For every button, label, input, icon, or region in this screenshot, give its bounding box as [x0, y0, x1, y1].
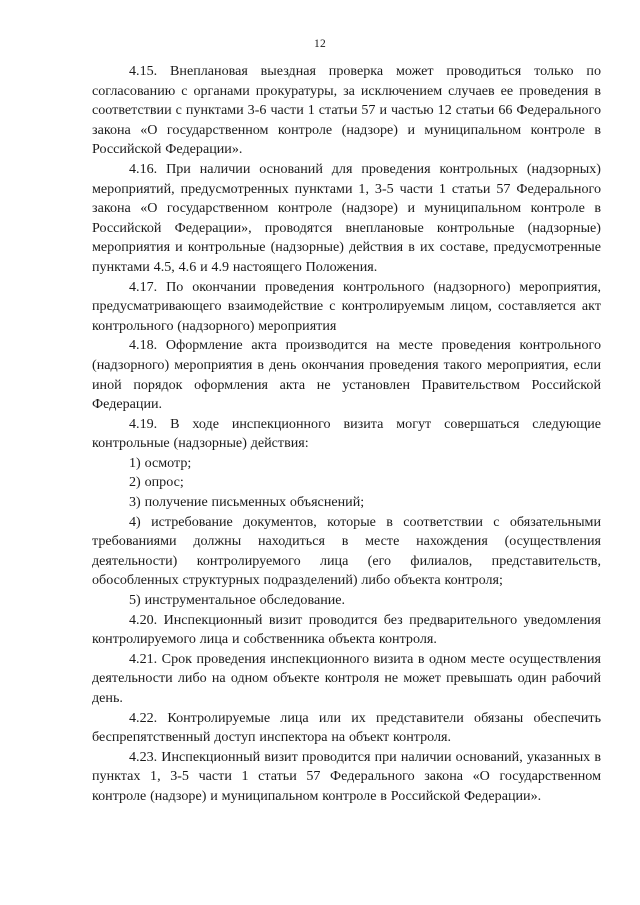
document-body [92, 62, 601, 807]
paragraph-4-18: 4.18. Оформление акта производится на месте проведения контрольного (надзорного) мероприятия в день окончания проведения такого мероприятия, если иной порядок оформления акта не установлен Правительством Российской Федерации. [92, 337, 601, 413]
list-item-instrumental-survey: 5) инструментальное обследование. [129, 592, 346, 609]
paragraph-4-22: 4.22. Контролируемые лица или их представители обязаны обеспечить беспрепятственный доступ инспектора на объект контроля. [92, 709, 601, 746]
page-number: 12 [314, 38, 326, 50]
paragraph-4-15: 4.15. Внеплановая выездная проверка может проводиться только по согласованию с органами прокуратуры, за исключением случаев ее проведения в соответствии с пунктами 3-6 части 1 статьи 57 и частью 12 статьи 66 Федерального закона «О государственном контроле (надзоре) и муниципальном контроле в Российской Федерации». [92, 63, 601, 158]
list-item-document-request: 4) истребование документов, которые в соответствии с обязательными требованиями должны находиться в месте нахождения (осуществления деятельности) контролируемого лица (его филиалов, представительств, обособленных структурных подразделений) либо объекта контроля; [92, 513, 601, 589]
paragraph-4-19: 4.19. В ходе инспекционного визита могут совершаться следующие контрольные (надзорные) действия: [92, 415, 601, 452]
list-item-inspection: 1) осмотр; [129, 454, 192, 471]
paragraph-4-16: 4.16. При наличии оснований для проведения контрольных (надзорных) мероприятий, предусмотренных пунктами 1, 3-5 части 1 статьи 57 Федерального закона «О государственном контроле (надзоре) и муниципальном контроле в Российской Федерации», проводятся внеплановые контрольные (надзорные) мероприятия и контрольные (надзорные) действия в их составе, предусмотренные пунктами 4.5, 4.6 и 4.9 настоящего Положения. [92, 160, 601, 275]
paragraph-4-23: 4.23. Инспекционный визит проводится при наличии оснований, указанных в пунктах 1, 3-5 части 1 статьи 57 Федерального закона «О государственном контроле (надзоре) и муниципальном контроле в Российской Федерации». [92, 748, 601, 804]
paragraph-4-17: 4.17. По окончании проведения контрольного (надзорного) мероприятия, предусматривающего взаимодействие с контролируемым лицом, составляется акт контрольного (надзорного) мероприятия [92, 278, 601, 334]
list-item-written-explanations: 3) получение письменных объяснений; [129, 494, 365, 511]
paragraph-4-20: 4.20. Инспекционный визит проводится без предварительного уведомления контролируемого лица и собственника объекта контроля. [92, 611, 601, 648]
paragraph-4-21: 4.21. Срок проведения инспекционного визита в одном месте осуществления деятельности либо на одном объекте контроля не может превышать один рабочий день. [92, 650, 601, 706]
list-item-survey: 2) опрос; [129, 474, 184, 491]
